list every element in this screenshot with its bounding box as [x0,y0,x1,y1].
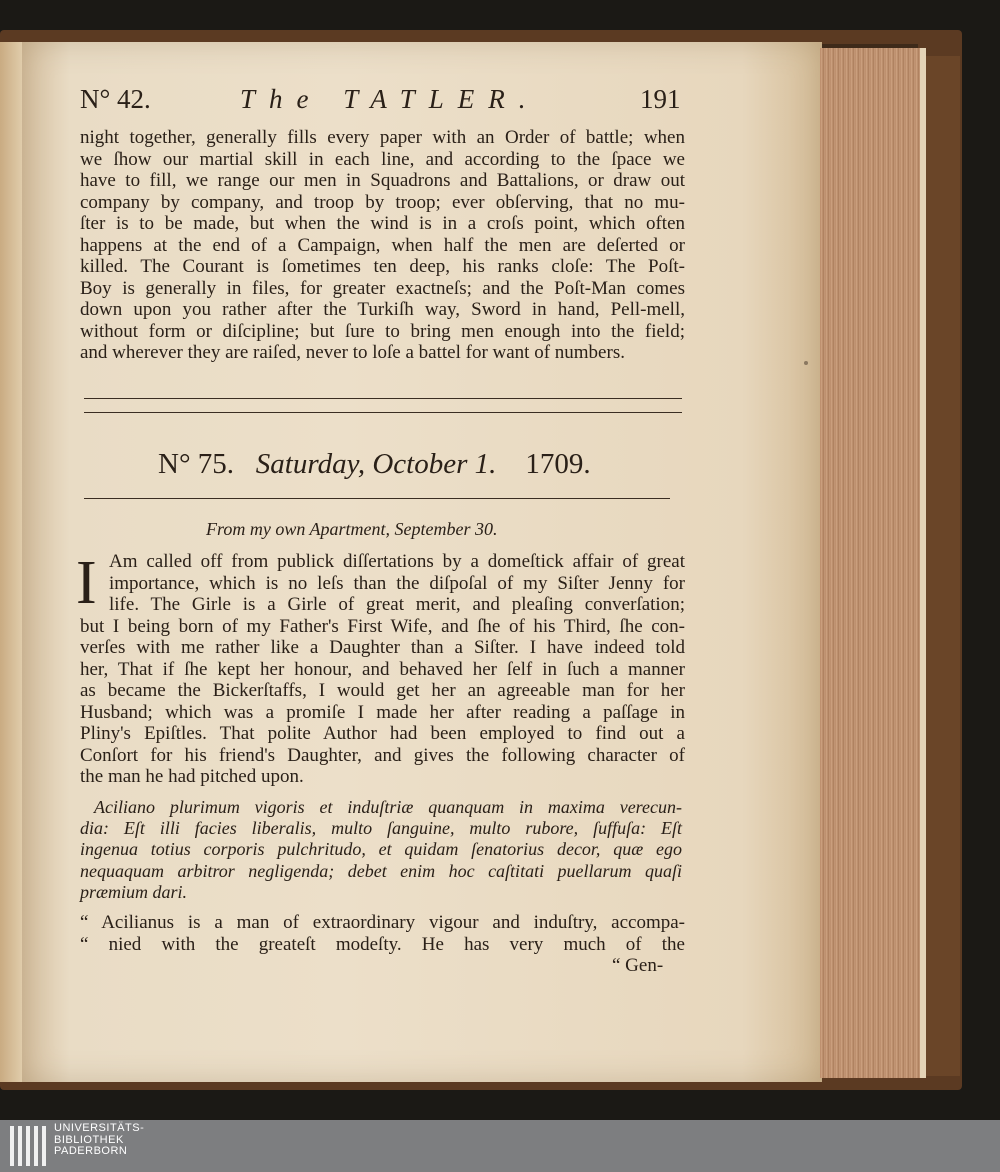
text-line: her, That if ſhe kept her honour, and behaved her ſelf in ſuch a manner [80,658,685,680]
section-rule-bottom [84,498,670,499]
paper-speck [804,361,808,365]
text-line: we ſhow our martial skill in each line, and according to the ſpace we [80,148,685,170]
page-fore-edge [820,48,926,1078]
latin-quotation [80,797,682,903]
drop-cap: I [76,549,97,617]
text-line: life. The Girle is a Girle of great merit, and pleaſing converſation; [109,594,685,615]
page-number: 191 [640,84,681,114]
library-name-line: PADERBORN [54,1145,128,1157]
left-page-edge [0,42,24,1082]
text-line: without form or diſcipline; but ſure to bring men enough into the field; [80,320,685,342]
quote-line: præmium dari. [80,881,188,902]
quote-line: dia: Eſt illi facies liberalis, multo ſanguine, multo rubore, ſuffuſa: Eſt [80,818,682,839]
dateline: From my own Apartment, September 30. [206,519,498,539]
library-footer-bar [0,1120,1000,1172]
text-line: Pliny's Epiſtles. That polite Author had been employed to find out a [80,723,685,744]
section-rule-double [84,412,682,413]
text-line: company by company, and troop by troop; ever obſerving, that no mu- [80,191,685,213]
text-line: importance, which is no leſs than the diſpoſal of my Siſter Jenny for [109,572,685,594]
library-name [54,1123,144,1158]
text-line: verſes with me rather like a Daughter than a Siſter. I have indeed told [80,637,685,658]
text-line: killed. The Courant is ſometimes ten deep, his ranks cloſe: The Poſt- [80,256,685,277]
text-line: Husband; which was a promiſe I made her after reading a paſſage in [80,701,685,723]
text-line: and wherever they are raiſed, never to loſe a battel for want of numbers. [80,342,625,363]
text-line: down upon you rather after the Turkiſh way, Sword in hand, Pell-mell, [80,299,685,320]
text-line: ſter is to be made, but when the wind is in a croſs point, which often [80,213,685,234]
paragraph-translation [80,912,685,955]
section-rule-top [84,398,682,399]
text-line: Conſort for his friend's Daughter, and gives the following character of [80,744,685,766]
quote-line: nequaquam arbitror negligenda; debet enim hoc caſtitati puellarum quaſi [80,860,682,881]
library-name-line: BIBLIOTHEK [54,1133,124,1146]
quote-line: Aciliano plurimum vigoris et induſtriæ quanquam in maxima verecun- [94,797,682,817]
paragraph-continued [80,127,685,364]
issue-year: 1709. [525,448,591,480]
paragraph-main [80,551,685,788]
running-head-title: The TATLER. [240,84,540,114]
text-line: the man he had pitched upon. [80,766,304,787]
library-name-line: UNIVERSITÄTS- [54,1122,145,1134]
text-line: have to fill, we range our men in Squadrons and Battalions, or draw out [80,170,685,191]
text-line: “ nied with the greateſt modeſty. He has very much of the [80,933,685,955]
issue-number: N° 75. [158,448,235,480]
issue-heading [158,448,591,481]
text-line: Boy is generally in files, for greater exactneſs; and the Poſt-Man comes [80,277,685,299]
text-line: night together, generally fills every paper with an Order of battle; when [80,127,685,148]
catchword: “ Gen- [612,955,664,976]
text-line: but I being born of my Father's First Wife, and ſhe of his Third, ſhe con- [80,615,685,637]
quote-line: ingenua totius corporis pulchritudo, et quidam ſenatorius decor, quæ ego [80,839,682,860]
cover-edge [926,56,960,1076]
text-line: as became the Bickerſtaffs, I would get her an agreeable man for her [80,680,685,701]
running-head-number: N° 42. [80,84,151,114]
library-logo-icon [10,1126,46,1166]
text-line: Am called off from publick diſſertations by a domeſtick affair of great [109,551,685,572]
text-line: happens at the end of a Campaign, when half the men are deſerted or [80,234,685,256]
issue-date: Saturday, October 1. [255,448,497,480]
text-line: “ Acilianus is a man of extraordinary vigour and induſtry, accompa- [80,912,685,933]
